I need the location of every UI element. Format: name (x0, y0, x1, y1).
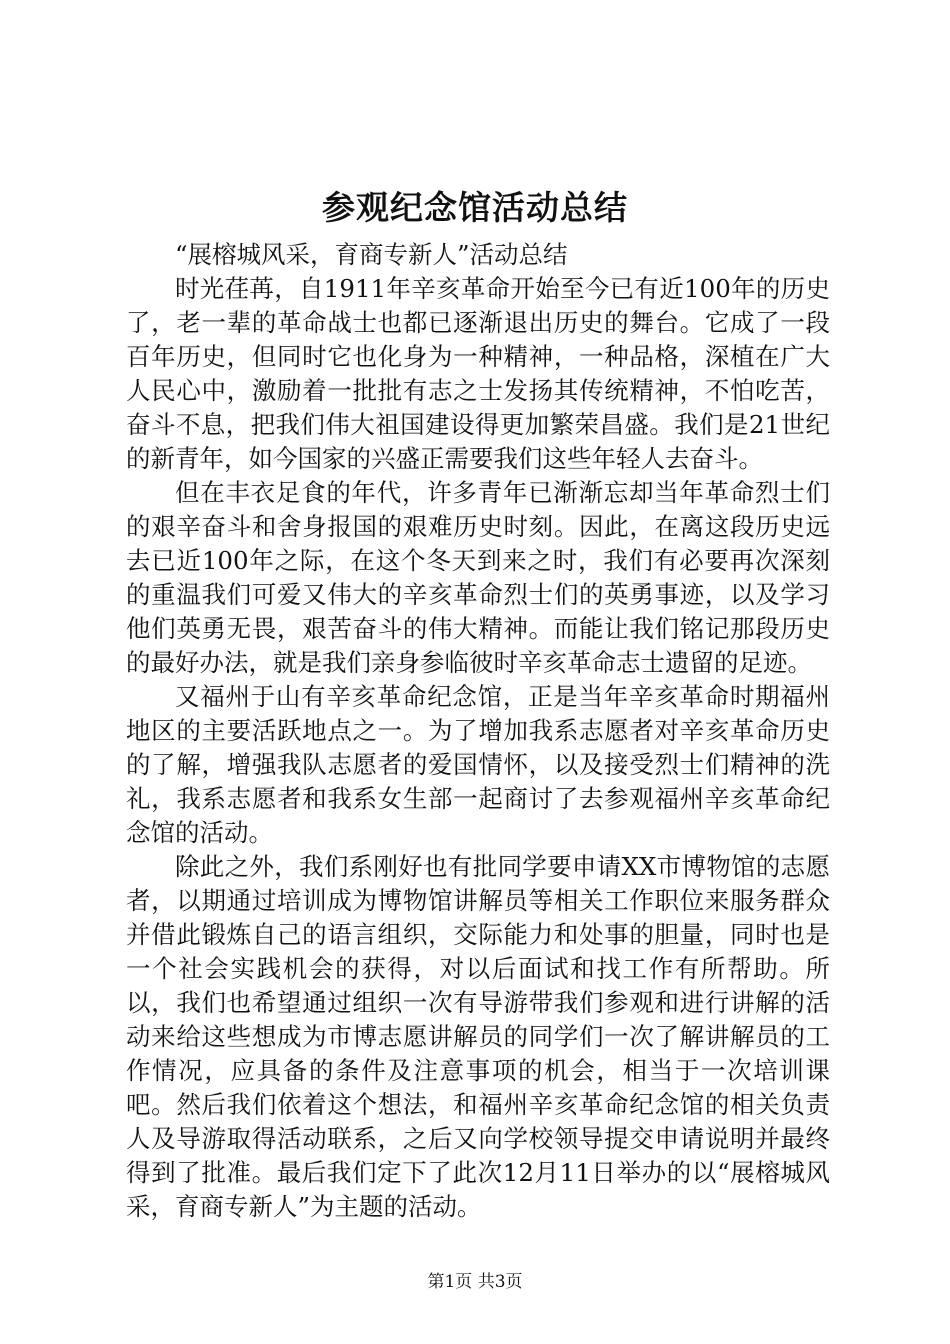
subtitle-paragraph: “展榕城风采，育商专新人”活动总结 (175, 240, 568, 269)
body-paragraph: 时光荏苒，自1911年辛亥革命开始至今已有近100年的历史了，老一辈的革命战士也都已逐渐退出历史的舞台。它成了一段百年历史，但同时它也化身为一种精神，一种品格，深植在广大人民心中，激励着一批批有志之士发扬其传统精神，不怕吃苦，奋斗不息，把我们伟大祖国建设得更加繁荣昌盛。我们是21世纪的新青年，如今国家的兴盛正需要我们这些年轻人去奋斗。 (126, 274, 830, 473)
document-body (126, 238, 830, 1224)
page-footer: 第1页 共3页 (427, 1272, 523, 1292)
body-paragraph: 除此之外，我们系刚好也有批同学要申请XX市博物馆的志愿者，以期通过培训成为博物馆讲解员等相关工作职位来服务群众并借此锻炼自己的语言组织，交际能力和处事的胆量，同时也是一个社会实践机会的获得，对以后面试和找工作有所帮助。所以，我们也希望通过组织一次有导游带我们参观和进行讲解的活动来给这些想成为市博志愿讲解员的同学们一次了解讲解员的工作情况，应具备的条件及注意事项的机会，相当于一次培训课吧。然后我们依着这个想法，和福州辛亥革命纪念馆的相关负责人及导游取得活动联系，之后又向学校领导提交申请说明并最终得到了批准。最后我们定下了此次12月11日举办的以“展榕城风采，育商专新人”为主题的活动。 (126, 852, 830, 1221)
body-paragraph: 又福州于山有辛亥革命纪念馆，正是当年辛亥革命时期福州地区的主要活跃地点之一。为了增加我系志愿者对辛亥革命历史的了解，增强我队志愿者的爱国情怀，以及接受烈士们精神的洗礼，我系志愿者和我系女生部一起商讨了去参观福州辛亥革命纪念馆的活动。 (126, 682, 830, 847)
document-title: 参观纪念馆活动总结 (322, 188, 628, 227)
body-paragraph: 但在丰衣足食的年代，许多青年已渐渐忘却当年革命烈士们的艰辛奋斗和舍身报国的艰难历史时刻。因此，在离这段历史远去已近100年之际，在这个冬天到来之时，我们有必要再次深刻的重温我们可爱又伟大的辛亥革命烈士们的英勇事迹，以及学习他们英勇无畏，艰苦奋斗的伟大精神。而能让我们铭记那段历史的最好办法，就是我们亲身参临彼时辛亥革命志士遗留的足迹。 (126, 478, 830, 677)
